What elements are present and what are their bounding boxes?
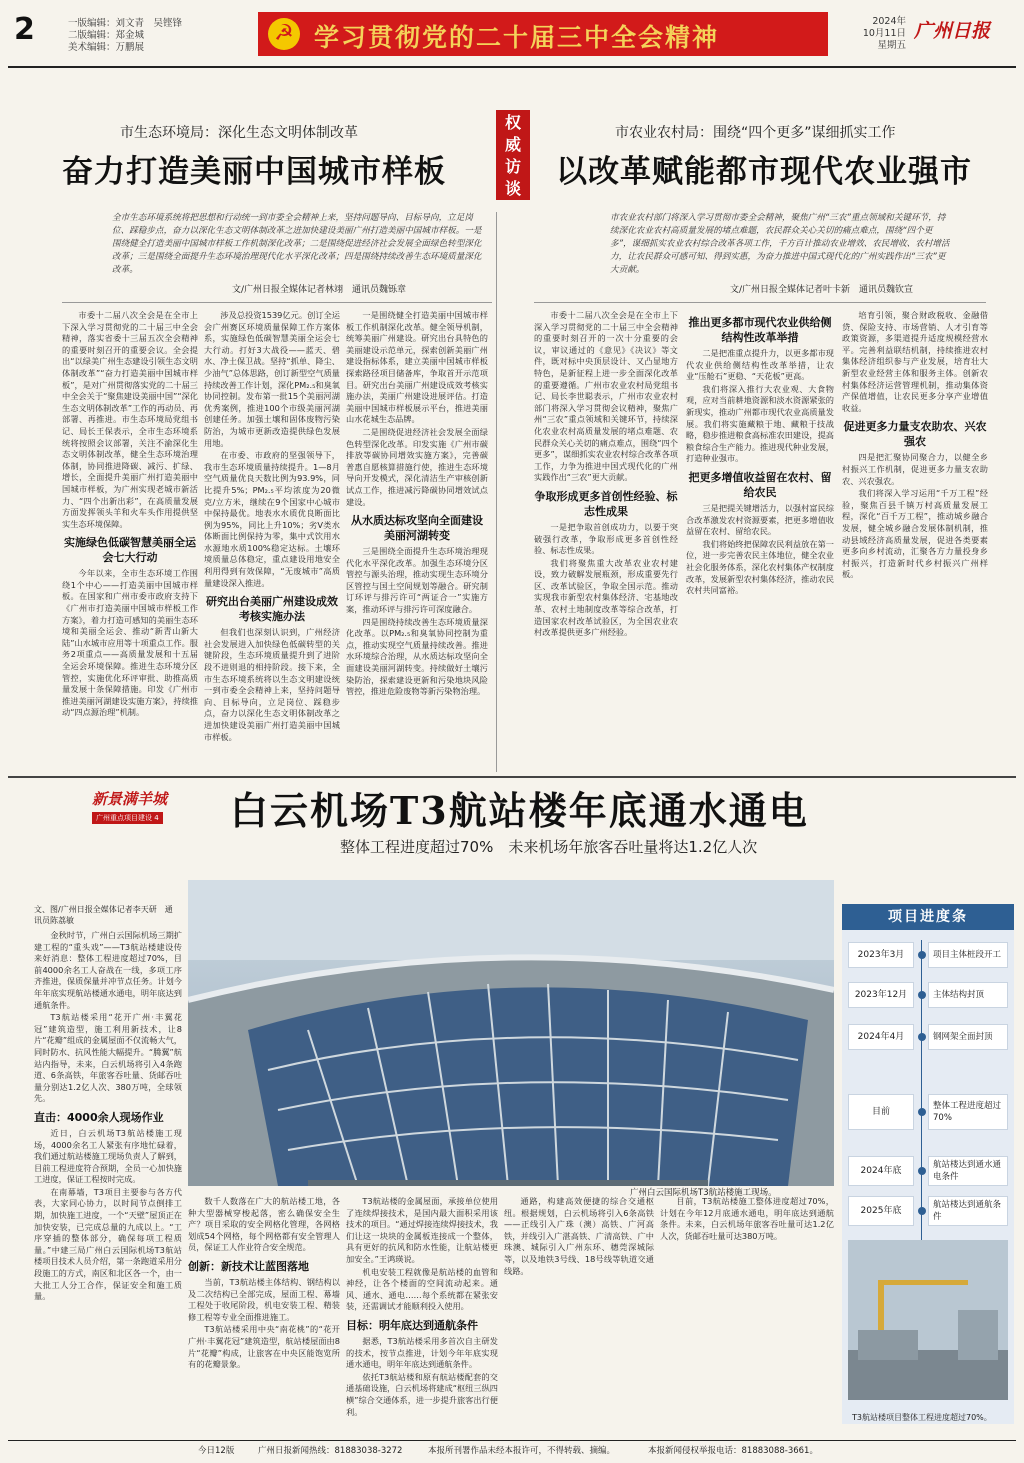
- sidebar-photo: [848, 1240, 1008, 1400]
- crane-photo-illustration: [848, 1240, 1008, 1400]
- timeline-dot-icon: [918, 1207, 926, 1215]
- timeline-dot-icon: [918, 1167, 926, 1175]
- paragraph: 三是把提关键增活力，以强村富民综合改革激发农村资源要素，把更多增值收益留在农村、留给农民。: [686, 502, 834, 537]
- theme-banner: [258, 12, 828, 56]
- bottom-subhead-3: 目标：明年底达到通航条件: [346, 1318, 478, 1332]
- timeline-event: 航站楼达到通航条件: [928, 1196, 1008, 1226]
- timeline-item: [848, 1156, 1008, 1186]
- paper-logo: 广州日报: [914, 20, 991, 42]
- right-lead: 市农业农村部门将深入学习贯彻市委全会精神，聚焦广州“三农”重点领域和关键环节，持续深化农业农村高质量发展的堵点难题，农民群众关心关切的痛点难点，围绕“四个更多”，谋细抓实农业农村综合改革各项工作，千方百计推动农业增效、农民增收、农村增活力，让农民群众可感可知、得到实惠，为奋力推进中国式现代化的广州实践作出“三农”更大贡献。: [610, 213, 950, 275]
- timeline-item: [848, 942, 1008, 968]
- bottom-column-1: [34, 930, 182, 1430]
- footer-hotline: 广州日报新闻热线：81883038-3272: [258, 1446, 403, 1456]
- paragraph: 培育引领，聚合财政税收、金融借贷、保险支持、市场营销、人才引育等政策资源，多渠道提升适度规模经营水平。完善利益联结机制，持续推进农村集体经济组织参与产业发展，培育壮大新型农业经营主体和服务主体。创新农村集体经济运营管理机制，推动集体资产保值增值，让农民更多分享产业增值收益。: [842, 310, 988, 413]
- bottom-column-4: [504, 1196, 654, 1430]
- timeline-event: 主体结构封顶: [928, 982, 1008, 1008]
- date-day: 10月11日: [862, 28, 906, 39]
- banner-slogan: 学习贯彻党的二十届三中全会精神: [314, 23, 720, 52]
- timeline-item: [848, 1024, 1008, 1050]
- masthead: [8, 6, 1016, 64]
- section-divider: [8, 776, 1016, 778]
- right-byline: 文/广州日报全媒体记者叶卡新 通讯员魏钦宣: [730, 285, 914, 295]
- left-subhead-3: 从水质达标攻坚向全面建设美丽河湖转变: [351, 514, 483, 543]
- paragraph: 四是围绕持续改善生态环境质量深化改革。以PM₂.₅和臭氧协同控制为重点，推动实现空气质量持续改善。推进水环境综合治理，从水质达标攻坚向全面建设美丽河湖转变。持续做好土壤污染防治，探索建设更新和污染地块风险管控，推进危险废物等新污染物治理。: [346, 616, 488, 697]
- authority-tag-text: 权威访谈: [504, 113, 521, 198]
- timeline-dot-icon: [918, 991, 926, 999]
- paragraph: 据悉，T3航站楼采用多首次自主研发的技术，按节点推进，计划今年年底实现通水通电，明年年底达到通航条件。: [346, 1335, 498, 1370]
- paragraph: 在市委、市政府的坚强领导下，我市生态环境质量持续提升。1—8月空气质量优良天数比例为93.9%，同比提升5%；PM₂.₅平均浓度为20微克/立方米，继续在9个国家中心城市中保持最优。地表水水质优良断面比例为95%，同比上升10%；劣V类水体断面比例保持为零，集中式饮用水水源地水质100%稳定达标。土壤环境质量总体稳定，重点建设用地安全利用得到有效保障，“无废城市”高质量建设深入推进。: [204, 450, 340, 588]
- left-lead: 全市生态环境系统将把思想和行动统一到市委全会精神上来，坚持问题导向、目标导向，立足岗位、踩稳步点，奋力以深化生态文明体制改革之进加快建设美丽广州打造美丽中国城市样板。一是围绕健全打造美丽中国城市样板工作机制深化改革；二是围绕促进经济社会发展全面绿色转型深化改革；三是围绕全面提升生态环境治理现代化水平深化改革；四是围绕持续改善生态环境质量深化改革。: [112, 213, 482, 275]
- sidebar-title: 项目进度条: [842, 904, 1014, 930]
- series-title: 新景满羊城: [92, 790, 168, 808]
- paragraph: 依托T3航站楼和原有航站楼配套的交通基础设施，白云机场将建成“枢纽三纵四横”综合交通体系，进一步提升旅客出行便利。: [346, 1371, 498, 1417]
- paragraph: 我们将始终把保障农民利益放在第一位，进一步完善农民主体地位，健全农业社会化服务体系，深化农村集体产权制度改革，发展新型农村集体经济，推动农民农村共同富裕。: [686, 538, 834, 596]
- bottom-byline: 文、图/广州日报全媒体记者李天研 通讯员陈荔敏: [34, 905, 173, 925]
- timeline-event: 钢网架全面封顶: [928, 1024, 1008, 1050]
- right-column-2: [686, 310, 834, 770]
- terminal-roof-illustration: [188, 880, 834, 1186]
- left-subhead-2: 研究出台美丽广州建设成效考核实施办法: [206, 595, 338, 624]
- bottom-subheadline: 整体工程进度超过70% 未来机场年旅客吞吐量将达1.2亿人次: [340, 838, 758, 856]
- footer-report: 本报新闻侵权举报电话：81883088-3661。: [648, 1446, 818, 1456]
- right-subhead-2: 推出更多都市现代农业供给侧结构性改革举措: [688, 316, 832, 344]
- editors-list: [68, 18, 182, 54]
- footer: [8, 1440, 1016, 1458]
- timeline-date: 目前: [848, 1094, 914, 1130]
- timeline-item: [848, 982, 1008, 1008]
- bottom-subhead-2: 创新：新技术让蓝图落地: [188, 1259, 309, 1273]
- progress-sidebar: [842, 904, 1014, 1424]
- left-kicker: 市生态环境局：深化生态文明体制改革: [120, 125, 358, 141]
- right-kicker: 市农业农村局：围绕“四个更多”谋细抓实工作: [615, 125, 896, 141]
- timeline-dot-icon: [918, 1033, 926, 1041]
- timeline-date: 2023年12月: [848, 982, 914, 1008]
- right-headline: 以改革赋能都市现代农业强市: [556, 154, 972, 190]
- paragraph: 二是围绕促进经济社会发展全面绿色转型深化改革。印发实施《广州市碳排放等碳协同增效实施方案》，完善碳普惠自愿核算措施行使，推进生态环境导向开发模式，深化清洁生产审核创新试点工作，推进减污降碳协同增效试点建设。: [346, 426, 488, 507]
- paragraph: 数千人数落在广大的航站楼工地，各种大型器械穿梭起落，密么确保安全生产？项目采取的安全网格化管理，各网格划成54个网格，每个网格都有安全管理人员，保证工人作业符合安全规范。: [188, 1196, 340, 1253]
- sidebar-photo-caption: T3航站楼项目整体工程进度超过70%。: [852, 1413, 992, 1422]
- paragraph: 四是把汇聚协同聚合力，以健全乡村振兴工作机制，促进更多力量支农助农、兴农强农。: [842, 452, 988, 486]
- timeline-dot-icon: [918, 951, 926, 959]
- bottom-column-5: [660, 1196, 834, 1430]
- timeline-event: 项目主体桩段开工: [928, 942, 1008, 968]
- left-column-3: [346, 310, 488, 770]
- page-number: 2: [14, 12, 35, 47]
- bottom-column-2: [188, 1196, 340, 1430]
- footer-notice: 本报所刊署作品未经本报许可，不得转载、摘编。: [428, 1446, 616, 1456]
- left-headline: 奋力打造美丽中国城市样板: [62, 154, 446, 190]
- paragraph: 二是把准重点提升力，以更多都市现代农业供给侧结构性改革举措，让农业“压舱石”更稳、“天花板”更高。: [686, 348, 834, 382]
- timeline-dot-icon: [918, 1108, 926, 1116]
- paragraph: 近日，白云机场T3航站楼施工现场，4000余名工人紧张有序地忙碌着，我们通过航站楼施工现场负责人了解到，目前工程进度符合预期，全员一心加快施工进度，保证工程按时完成。: [34, 1127, 182, 1185]
- editor-line: 二版编辑：郑金城: [68, 30, 145, 41]
- divider: [62, 302, 492, 303]
- paragraph: 我们将深入推行大农业观、大食物观，应对当前耕地资源和淡水资源紧张的新现实，推动广州都市现代农业高质量发展。我们将实施藏粮于地、藏粮于技战略，稳步推进粮食高标准农田建设，提高粮食综合生产能力。推进现代种业发展，打造种业强市。: [686, 383, 834, 464]
- left-byline: 文/广州日报全媒体记者林翊 通讯员魏铄章: [232, 285, 407, 295]
- paragraph: 我们将深入学习运用“千万工程”经验，聚焦百县千镇万村高质量发展工程，深化“百千万工程”，推动城乡融合发展，健全城乡融合发展体制机制，推动县域经济高质量发展，促进各类要素更多向乡村流动，汇聚各方力量投身乡村振兴，打造新时代乡村振兴广州样板。: [842, 488, 988, 580]
- series-tag: [92, 788, 192, 830]
- paragraph: 一是围绕健全打造美丽中国城市样板工作机制深化改革。健全领导机制，统筹美丽广州建设。研究出台具特色的美丽建设示范单元，探索创新美丽广州建设指标体系，建立美丽中国城市样板探索路径项目储备库，争取首开示范项目。研究出台美丽广州建设成效考核实施办法，美丽广州建设进展评估。打造美丽中国城市样板展示平台，推进美丽山水花城生态品牌。: [346, 310, 488, 425]
- divider: [534, 302, 986, 303]
- timeline-event: 整体工程进度超过70%: [928, 1094, 1008, 1130]
- editor-line: 一版编辑：刘文青 吴铿锋: [68, 18, 183, 29]
- paragraph: 目前，T3航站楼施工整体进度超过70%，计划在今年12月底通水通电，明年底达到通航条件。未来，白云机场年旅客吞吐量可达1.2亿人次，货邮吞吐量可达380万吨。: [660, 1196, 834, 1241]
- footer-pages: 今日12版: [198, 1446, 235, 1456]
- timeline-item: [848, 1196, 1008, 1226]
- party-emblem-icon: ☭: [268, 18, 300, 50]
- paragraph: 我们将聚焦重大改革农业农村建设，致力破解发展瓶颈，形成重要先行区、改革试验区，争取全国示范。推动实现我市新型农村集体经济、宅基地改革、农村土地制度改革等综合改革，打造国家农村改革试验区，为全国农业农村改革提供更多广州经验。: [534, 557, 678, 638]
- paragraph: 但我们也深刻认识到，广州经济社会发展进入加快绿色低碳转型的关键阶段，生态环境质量提升到了进阶段不进则退的相持阶段。接下来，全市生态环境系统将以生态文明建设统一到市委全会精神上来，坚持问题导向、目标导向，立足岗位、踩稳步点，奋力以深化生态文明体制改革之进加快建设美丽广州打造美丽中国城市样板。: [204, 627, 340, 742]
- left-column-1: [62, 310, 198, 770]
- timeline-date: 2025年底: [848, 1196, 914, 1226]
- authority-interview-tag: [496, 110, 530, 200]
- date-block: [846, 16, 906, 52]
- bottom-headline: 白云机场T3航站楼年底通水通电: [230, 788, 809, 833]
- right-subhead-1: 争取形成更多首创性经验、标志性成果: [534, 489, 678, 518]
- paragraph: 当前，T3航站楼主体结构、钢结构以及二次结构已全部完成，屋面工程、幕墙工程处于收尾阶段，机电安装工程、精装修工程等专业全面推进施工。: [188, 1276, 340, 1322]
- paragraph: 涉及总投资1539亿元。创订全运会广州赛区环境质量保障工作方案体系，实施绿色低碳智慧美丽全运会七大行动。打好3大战役——蓝天、碧水、净土保卫战。坚持“抓单、降尘、少油气”总体思路，创订新型空气质量持续改善工作计划，深化PM₂.₅和臭氧协同控制。发布第一批15个美丽河湖优秀案例，推进100个市级美丽河湖创建任务。加强土壤和固体废物污染防治，为城市更新改造提供绿色发展用地。: [204, 310, 340, 448]
- paragraph: T3航站楼的金属屋面，承接单位使用了连续焊接技术，是国内最大面积采用该技术的项目。“通过焊接连续焊接技术，我们让这一块块的金属板连接成一个整体，具有更好的抗风和防水性能，让航站楼更加安全。”王鸿瑛说。: [346, 1196, 498, 1264]
- timeline-date: 2024年底: [848, 1156, 914, 1186]
- left-subhead-1: 实施绿色低碳智慧美丽全运会七大行动: [64, 536, 196, 565]
- paragraph: 三是围绕全面提升生态环境治理现代化水平深化改革。加强生态环境分区管控与源头治理，推动实现生态环境分区管控与国土空间规划等融合。研究制订环评与排污许可“两证合一”实施方案，推动环评与排污许可深度融合。: [346, 546, 488, 615]
- paragraph: T3航站楼采用中央“南花桃”的“花开广州·丰翼花冠”建筑造型，航站楼屋面由8片“花瓣”构成，让旅客在中央区能饱览所有的花瓣景象。: [188, 1324, 340, 1370]
- right-subhead-3: 把更多增值收益留在农村、留给农民: [688, 470, 832, 499]
- paragraph: 通路，构建高效便捷的综合交通枢纽。根据规划，白云机场将引入6条高铁——正线引入广珠（澳）高铁、广河高铁，并线引入广湛高铁、广清高铁、广中珠澳、城际引入广州东环、穗莞深城际等，以及地铁3号线、18号线等轨道交通线路。: [504, 1196, 654, 1276]
- timeline-event: 航站楼达到通水通电条件: [928, 1156, 1008, 1186]
- construction-photo: [188, 880, 834, 1186]
- series-subtitle: 广州重点项目建设 4: [92, 812, 163, 824]
- paragraph: 市委十二届八次全会是在全市上下深入学习贯彻党的二十届三中全会精神的重要时刻召开的一次十分重要的会议，审议通过的《意见》《决议》等文件，既对标中央顶层设计、又凸显地方特色，是新征程上进一步全面深化改革的重要遵循。广州市农业农村局党组书记、局长李世聪表示，广州市农业农村部门将深入学习贯彻会议精神，聚焦广州“三农”重点领域和关键环节，持续深化农业农村高质量发展的堵点难题、农民群众关心关切的痛点难点，围绕“四个更多”，谋细抓实农业农村综合改革各项工作，力争为推进中国式现代化的广州实践作出“三农”更大贡献。: [534, 310, 678, 483]
- paragraph: 在南幕墙，T3项目主要参与各方代表，大家同心协力，以时间节点倒排工期，加快施工进度，一个“天壁”屋顶正在加快安装，已完成总量的九成以上。“工序穿插的整体部分，确保每项工程质量。”中建三局广州白云国际机场T3航站楼项目技术人员介绍，第一条跑道采用分段施工的方式，南区和北区各一个，由一大批工人分工合作，保证安全和施工质量。: [34, 1186, 182, 1302]
- paragraph: 机电安装工程就像是航站楼的血管和神经，让各个楼面的空间流动起来。通风、通水、通电……每个系统都在紧张安装，还需调试才能顺利投入使用。: [346, 1266, 498, 1312]
- bottom-subhead-1: 直击：4000余人现场作业: [34, 1110, 164, 1124]
- right-column-3: [842, 310, 988, 770]
- weekday: 星期五: [877, 40, 906, 51]
- masthead-divider: [8, 66, 1016, 68]
- photo-caption: 广州白云国际机场T3航站楼施工现场。: [630, 1188, 777, 1198]
- paragraph: 一是把争取首创成功力，以要于突破强行改革，争取形成更多首创性经验、标志性成果。: [534, 521, 678, 556]
- paragraph: 金秋时节，广州白云国际机场三期扩建工程的“重头戏”——T3航站楼建设传来好消息：整体工程进度超过70%，目前4000余名工人奋战在一线，多项工序齐推进，保质保量并冲节点任务。计划今年年底实现航站楼通水通电，明年底达到通航条件。: [34, 930, 182, 1010]
- timeline-date: 2023年3月: [848, 942, 914, 968]
- bottom-column-3: [346, 1196, 498, 1430]
- timeline-date: 2024年4月: [848, 1024, 914, 1050]
- paragraph: 今年以来，全市生态环境工作围绕1个中心——打造美丽中国城市样板。在国家和广州市委市政府支持下《广州市打造美丽中国城市样板工作方案》，着力打造可感知的美丽生态环境和美丽全运会、推动“新青山新大陆”山水城市应用等十项重点工作。服务2项重点——高质量发展和十五届全运会环境保障。推进生态环境分区管控，实施优化环评审批、助推高质量发展十条保障措施。印发《广州市推进美丽河湖建设实施方案》，持续推动“四点源治理”机制。: [62, 568, 198, 718]
- date-year: 2024年: [872, 16, 906, 27]
- left-column-2: [204, 310, 340, 770]
- paragraph: 市委十二届八次全会是在全市上下深入学习贯彻党的二十届三中全会精神，落实省委十三届五次全会精神的重要时刻召开的重要会议。全会提出“以绿美广州生态建设引领生态文明体制改革”“奋力打造美丽中国城市样板”，是对广州贯彻落实党的二十届三中全会关于“聚焦建设美丽中国”“深化生态文明体制改革”工作的再动员、再部署、再推进。市生态环境局党组书记、局长王保表示，全市生态环境系统将按照会议部署，关注不渝深化生态文明体制改革，健全生态环境治理体制，协同推进降碳、减污、扩绿、增长，全面提升美丽广州打造美丽中国城市样板，为广州实现老城市新活力、“四个出新出彩”，在高质量发展方面发挥领头羊和火车头作用提供坚实生态环境保障。: [62, 310, 198, 529]
- right-column-1: [534, 310, 678, 770]
- paragraph: T3航站楼采用“花开广州·丰翼花冠”建筑造型，施工利用新技术，让8片“花瓣”组成的金属屋面不仅流畅大气，同时防水、抗风性能大幅提升。“腾翼”航站内指导，未来，白云机场将引入4条跑道、6条高铁，年旅客吞吐量、货邮吞吐量分别达1.2亿人次、380万吨，全球领先。: [34, 1012, 182, 1104]
- article-divider: [496, 212, 497, 772]
- editor-line: 美术编辑：万鹏展: [68, 42, 145, 53]
- right-subhead-4: 促进更多力量支农助农、兴农强农: [843, 420, 987, 449]
- timeline-item: [848, 1094, 1008, 1130]
